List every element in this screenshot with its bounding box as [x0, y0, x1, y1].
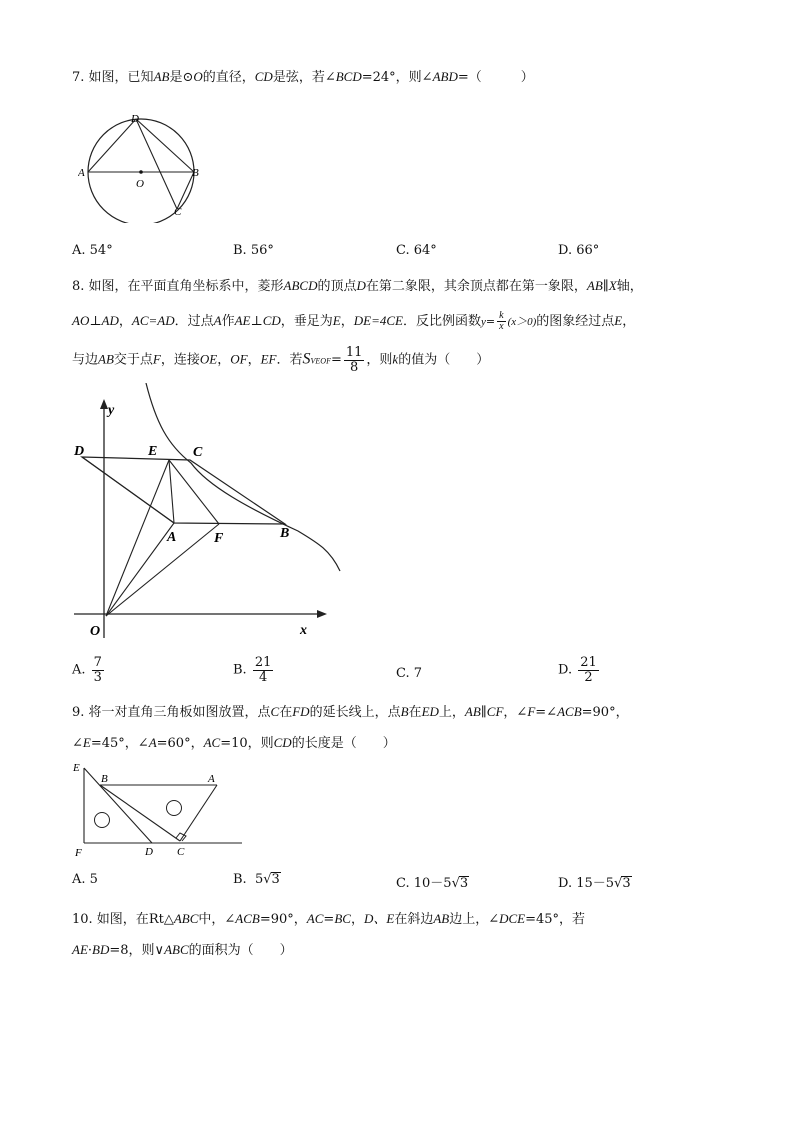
segment-db	[136, 119, 194, 172]
label-o: O	[90, 624, 101, 639]
q9-option-a[interactable]: A. 5	[72, 872, 98, 887]
label-y: y	[108, 403, 115, 418]
triangle-hole-left	[95, 813, 110, 828]
label-d: D	[131, 113, 139, 125]
q7-option-c[interactable]: C. 64°	[396, 243, 437, 258]
x-axis-arrow-icon	[317, 610, 327, 618]
label-c: C	[193, 445, 203, 460]
question-7-stem: 7. 如图，已知AB是⊙O的直径，CD是弦，若∠BCD=24°，则∠ABD=（ ）	[72, 69, 534, 85]
segment-oe	[106, 460, 169, 616]
area-fraction: $\frac{11}{8}$	[345, 345, 363, 375]
label-d: D	[74, 444, 85, 459]
side-da	[82, 457, 174, 523]
label-o: O	[136, 178, 144, 190]
q8-option-a[interactable]: A. $\frac{7}{3}$	[72, 655, 102, 685]
q9-option-b[interactable]: B. 5√3	[233, 872, 280, 887]
label-x: x	[300, 623, 307, 638]
y-axis-arrow-icon	[100, 399, 108, 409]
question-9-line-1: 9. 将一对直角三角板如图放置，点C在FD的延长线上，点B在ED上，AB∥CF，∠F=∠ACB=90°，	[72, 704, 629, 720]
question-10-line-2: AE·BD=8，则∨ABC的面积为（ ）	[72, 942, 293, 958]
center-point	[139, 170, 143, 174]
q9-option-d[interactable]: D. 15－5√3	[558, 876, 631, 891]
q8-option-c[interactable]: C. 7	[396, 666, 423, 681]
triangle-hole-right	[167, 801, 182, 816]
segment-ed	[84, 768, 152, 843]
segment-ef	[169, 460, 219, 524]
label-a: A	[167, 530, 177, 545]
label-e: E	[148, 444, 158, 459]
function-fraction: $\frac{k}{x}$	[499, 309, 504, 332]
label-c: C	[177, 846, 185, 858]
q7-option-b[interactable]: B. 56°	[233, 243, 274, 258]
label-d: D	[145, 846, 153, 858]
q7-option-a[interactable]: A. 54°	[72, 243, 113, 258]
question-8-figure	[68, 383, 348, 645]
rhombus-abcd	[82, 457, 285, 524]
label-b: B	[101, 773, 108, 785]
q9-option-c[interactable]: C. 10－5√3	[396, 876, 469, 891]
label-f: F	[214, 531, 224, 546]
segment-ac	[180, 785, 217, 841]
chord-cd	[136, 119, 177, 209]
label-a: A	[78, 167, 85, 179]
label-e: E	[73, 762, 80, 774]
question-8-line-2: AO⊥AD，AC=AD．过点A作AE⊥CD，垂足为E，DE=4CE．反比例函数y= $\frac{k}{x}$ (x＞0)的图象经过点E，	[72, 309, 636, 332]
segment-ae	[169, 460, 174, 523]
question-9-line-2: ∠E=45°，∠A=60°，AC=10，则CD的长度是（ ）	[72, 735, 396, 751]
q8-option-b[interactable]: B. $\frac{21}{4}$	[233, 655, 272, 685]
question-9-figure	[70, 758, 248, 860]
question-7-figure	[78, 108, 208, 223]
question-8-line-3: 与边AB交于点F，连接OE，OF，EF．若SVEOF= $\frac{11}{8}$ ，则k的值为（ ）	[72, 345, 490, 375]
question-10-line-1: 10. 如图，在Rt△ABC中，∠ACB=90°，AC=BC，D、E在斜边AB边上，∠DCE=45°，若	[72, 911, 586, 927]
label-a: A	[208, 773, 215, 785]
label-b: B	[280, 526, 290, 541]
label-b: B	[192, 167, 199, 179]
label-c: C	[174, 206, 182, 218]
q7-option-d[interactable]: D. 66°	[558, 243, 600, 258]
q8-option-d[interactable]: D. $\frac{21}{2}$	[558, 655, 597, 685]
label-f: F	[75, 847, 82, 859]
question-8-line-1: 8. 如图，在平面直角坐标系中，菱形ABCD的顶点D在第二象限，其余顶点都在第一象限，AB∥X轴，	[72, 278, 643, 294]
